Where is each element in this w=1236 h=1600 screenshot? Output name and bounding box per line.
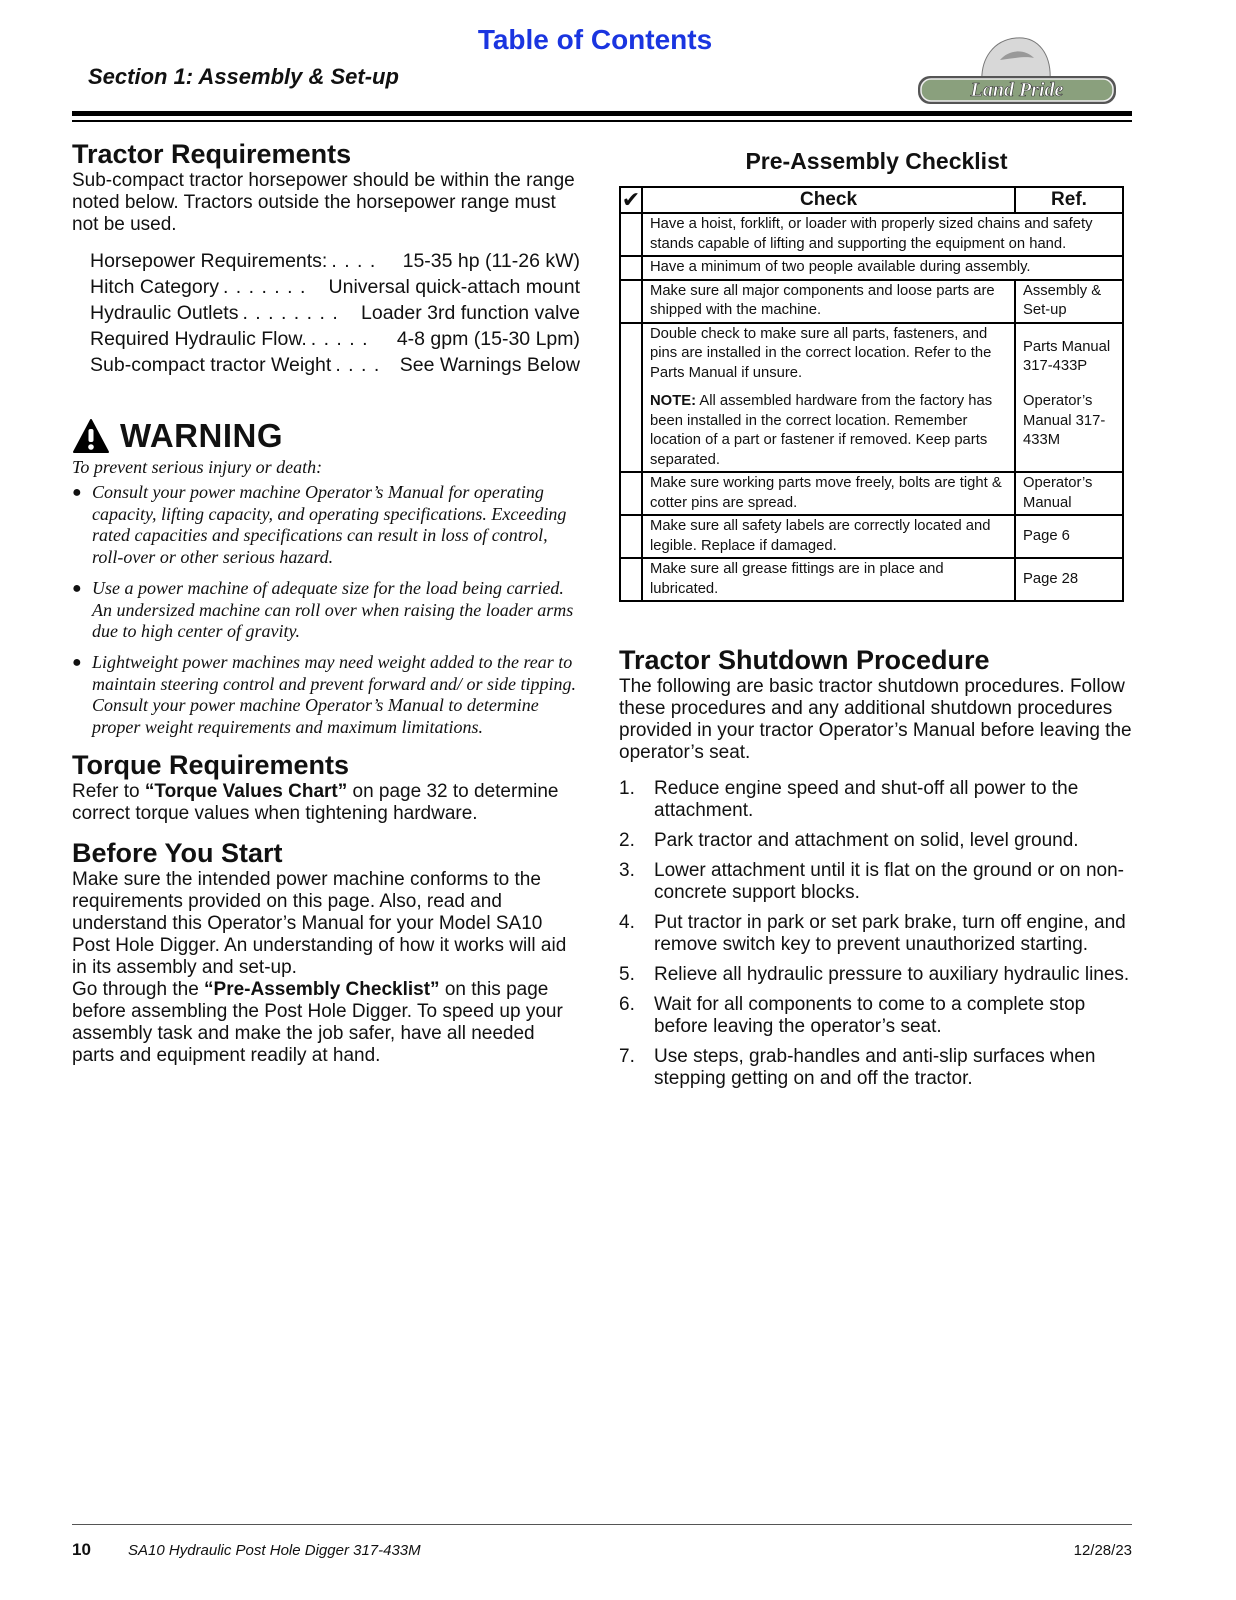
spec-row-hitch: Hitch Category . . . . . . . Universal quick-attach mount [90,276,580,298]
table-row: Have a hoist, forklift, or loader with properly sized chains and safety stands capable of lifting and supporting the equipment on hand. [620,213,1123,256]
list-item: 6. Wait for all components to come to a complete stop before leaving the operator’s seat. [619,994,1086,1037]
spec-row-hydraulic-outlets: Hydraulic Outlets . . . . . . . . Loader 3rd function valve [90,302,580,324]
land-pride-logo [912,28,1122,110]
spec-row-hydraulic-flow: Required Hydraulic Flow. . . . . . 4-8 gpm (15-30 Lpm) [90,328,580,350]
document-date: 12/28/23 [1073,1542,1132,1559]
spec-list [90,248,580,378]
note-label: NOTE: [650,393,697,409]
list-item: 5. Relieve all hydraulic pressure to auxiliary hydraulic lines. [619,964,1130,985]
header-rule-thin [72,120,1132,122]
checkbox-cell[interactable] [620,515,642,558]
before-start-para2: Go through the “Pre-Assembly Checklist” on this page before assembling the Post Hole Digger. To speed up your assembly task and make the job safer, have all needed parts and equipment readily at hand. [72,978,563,1066]
torque-heading: Torque Requirements [72,749,350,780]
logo-wordmark: Land Pride [970,79,1064,101]
document-title: SA10 Hydraulic Post Hole Digger 317-433M [128,1542,421,1559]
ref-header: Ref. [1015,187,1123,213]
list-item: 4. Put tractor in park or set park brake, turn off engine, and remove switch key to prevent unauthorized starting. [619,912,1126,955]
page-number: 10 [72,1540,91,1559]
warning-item: ● Use a power machine of adequate size for the load being carried. An undersized machine can roll over when raising the loader arms due to high center of gravity. [72,577,574,642]
left-column [72,138,580,1067]
spec-row-horsepower: Horsepower Requirements: . . . . 15-35 hp (11-26 kW) [90,250,580,272]
bullet-icon: ● [72,653,82,671]
shutdown-intro: The following are basic tractor shutdown procedures. Follow these procedures and any additional shutdown procedures provided in your tractor Operator’s Manual before leaving the operator’s seat. [619,676,1132,763]
list-item: 2. Park tractor and attachment on solid, level ground. [619,830,1079,851]
spec-row-weight: Sub-compact tractor Weight . . . . See Warnings Below [90,354,580,376]
pre-assembly-checklist-link[interactable]: “Pre-Assembly Checklist” [204,978,440,1000]
checkbox-cell[interactable] [620,213,642,256]
shutdown-heading: Tractor Shutdown Procedure [619,645,990,675]
table-row: Make sure all grease fittings are in place and lubricated. Page 28 [620,558,1123,601]
table-row: Have a minimum of two people available during assembly. [620,256,1123,280]
checkbox-cell[interactable] [620,558,642,601]
warning-item: ● Lightweight power machines may need weight added to the rear to maintain steering control and prevent forward and/ or side tipping. Consult your power machine Operator’s Manual to determine proper weight requirements and maximum limitations. [72,651,576,738]
warning-item: ● Consult your power machine Operator’s Manual for operating capacity, lifting capacity, and operating specifications. Exceeding rated capacities and specifications can result in loss of control, roll-over or other serious hazard. [72,482,567,568]
torque-text: Refer to “Torque Values Chart” on page 32 to determine correct torque values when tightening hardware. [72,780,559,824]
right-column [619,146,1134,1098]
table-row: Make sure all major components and loose parts are shipped with the machine. Assembly & Set-up [620,280,1123,323]
bullet-icon: ● [72,484,82,501]
before-start-section [72,837,580,1067]
header-rule-thick [72,111,1132,116]
shutdown-steps [619,778,1134,1090]
checklist-header-row [620,187,1123,213]
checkbox-cell[interactable] [620,323,642,473]
logo-emblem [918,38,1116,104]
checkbox-cell[interactable] [620,472,642,515]
shutdown-section [619,644,1134,1090]
tractor-requirements-intro: Sub-compact tractor horsepower should be within the range noted below. Tractors outside the horsepower range must not be used. [72,170,575,235]
list-item: 1. Reduce engine speed and shut-off all power to the attachment. [619,778,1079,821]
section-header: Section 1: Assembly & Set-up [88,64,399,89]
warning-header [72,416,580,456]
footer-rule [72,1524,1132,1525]
checkmark-header [620,187,642,213]
pre-assembly-checklist-table [619,186,1124,602]
table-row: NOTE: All assembled hardware from the factory has been installed in the correct location. Remember location of a part or fastener if removed. Keep parts separated. Operator’s Manual 317-433M [620,391,1123,472]
torque-chart-link[interactable]: “Torque Values Chart” [144,780,348,802]
list-item: 7. Use steps, grab-handles and anti-slip surfaces when stepping getting on and off the tractor. [619,1046,1096,1089]
tractor-requirements-heading: Tractor Requirements [72,139,352,169]
checkbox-cell[interactable] [620,256,642,280]
checkbox-cell[interactable] [620,280,642,323]
checkmark-icon: ✔ [621,187,641,212]
table-of-contents-link[interactable]: Table of Contents [477,24,713,55]
warning-intro: To prevent serious injury or death: [72,457,323,477]
bullet-icon: ● [72,579,82,597]
check-header: Check [642,187,1015,213]
warning-triangle-icon [72,418,110,454]
before-start-para1: Make sure the intended power machine conforms to the requirements provided on this page. Also, read and understand this Operator’s Manual for your Model SA10 Post Hole Digger. An understanding of how it works will aid in its assembly and set-up. [72,868,567,978]
table-row: Make sure all safety labels are correctly located and legible. Replace if damaged. Page 6 [620,515,1123,558]
list-item: 3. Lower attachment until it is flat on the ground or on non-concrete support blocks. [619,860,1124,903]
warning-list [72,482,580,739]
torque-section [72,749,580,825]
checklist-heading: Pre-Assembly Checklist [745,148,1008,174]
warning-title: WARNING [120,417,283,454]
table-row: Make sure working parts move freely, bolts are tight & cotter pins are spread. Operator’s Manual [620,472,1123,515]
before-start-heading: Before You Start [72,837,283,868]
table-row: Double check to make sure all parts, fasteners, and pins are installed in the correct location. Refer to the Parts Manual if unsure. Parts Manual 317-433P [620,323,1123,392]
